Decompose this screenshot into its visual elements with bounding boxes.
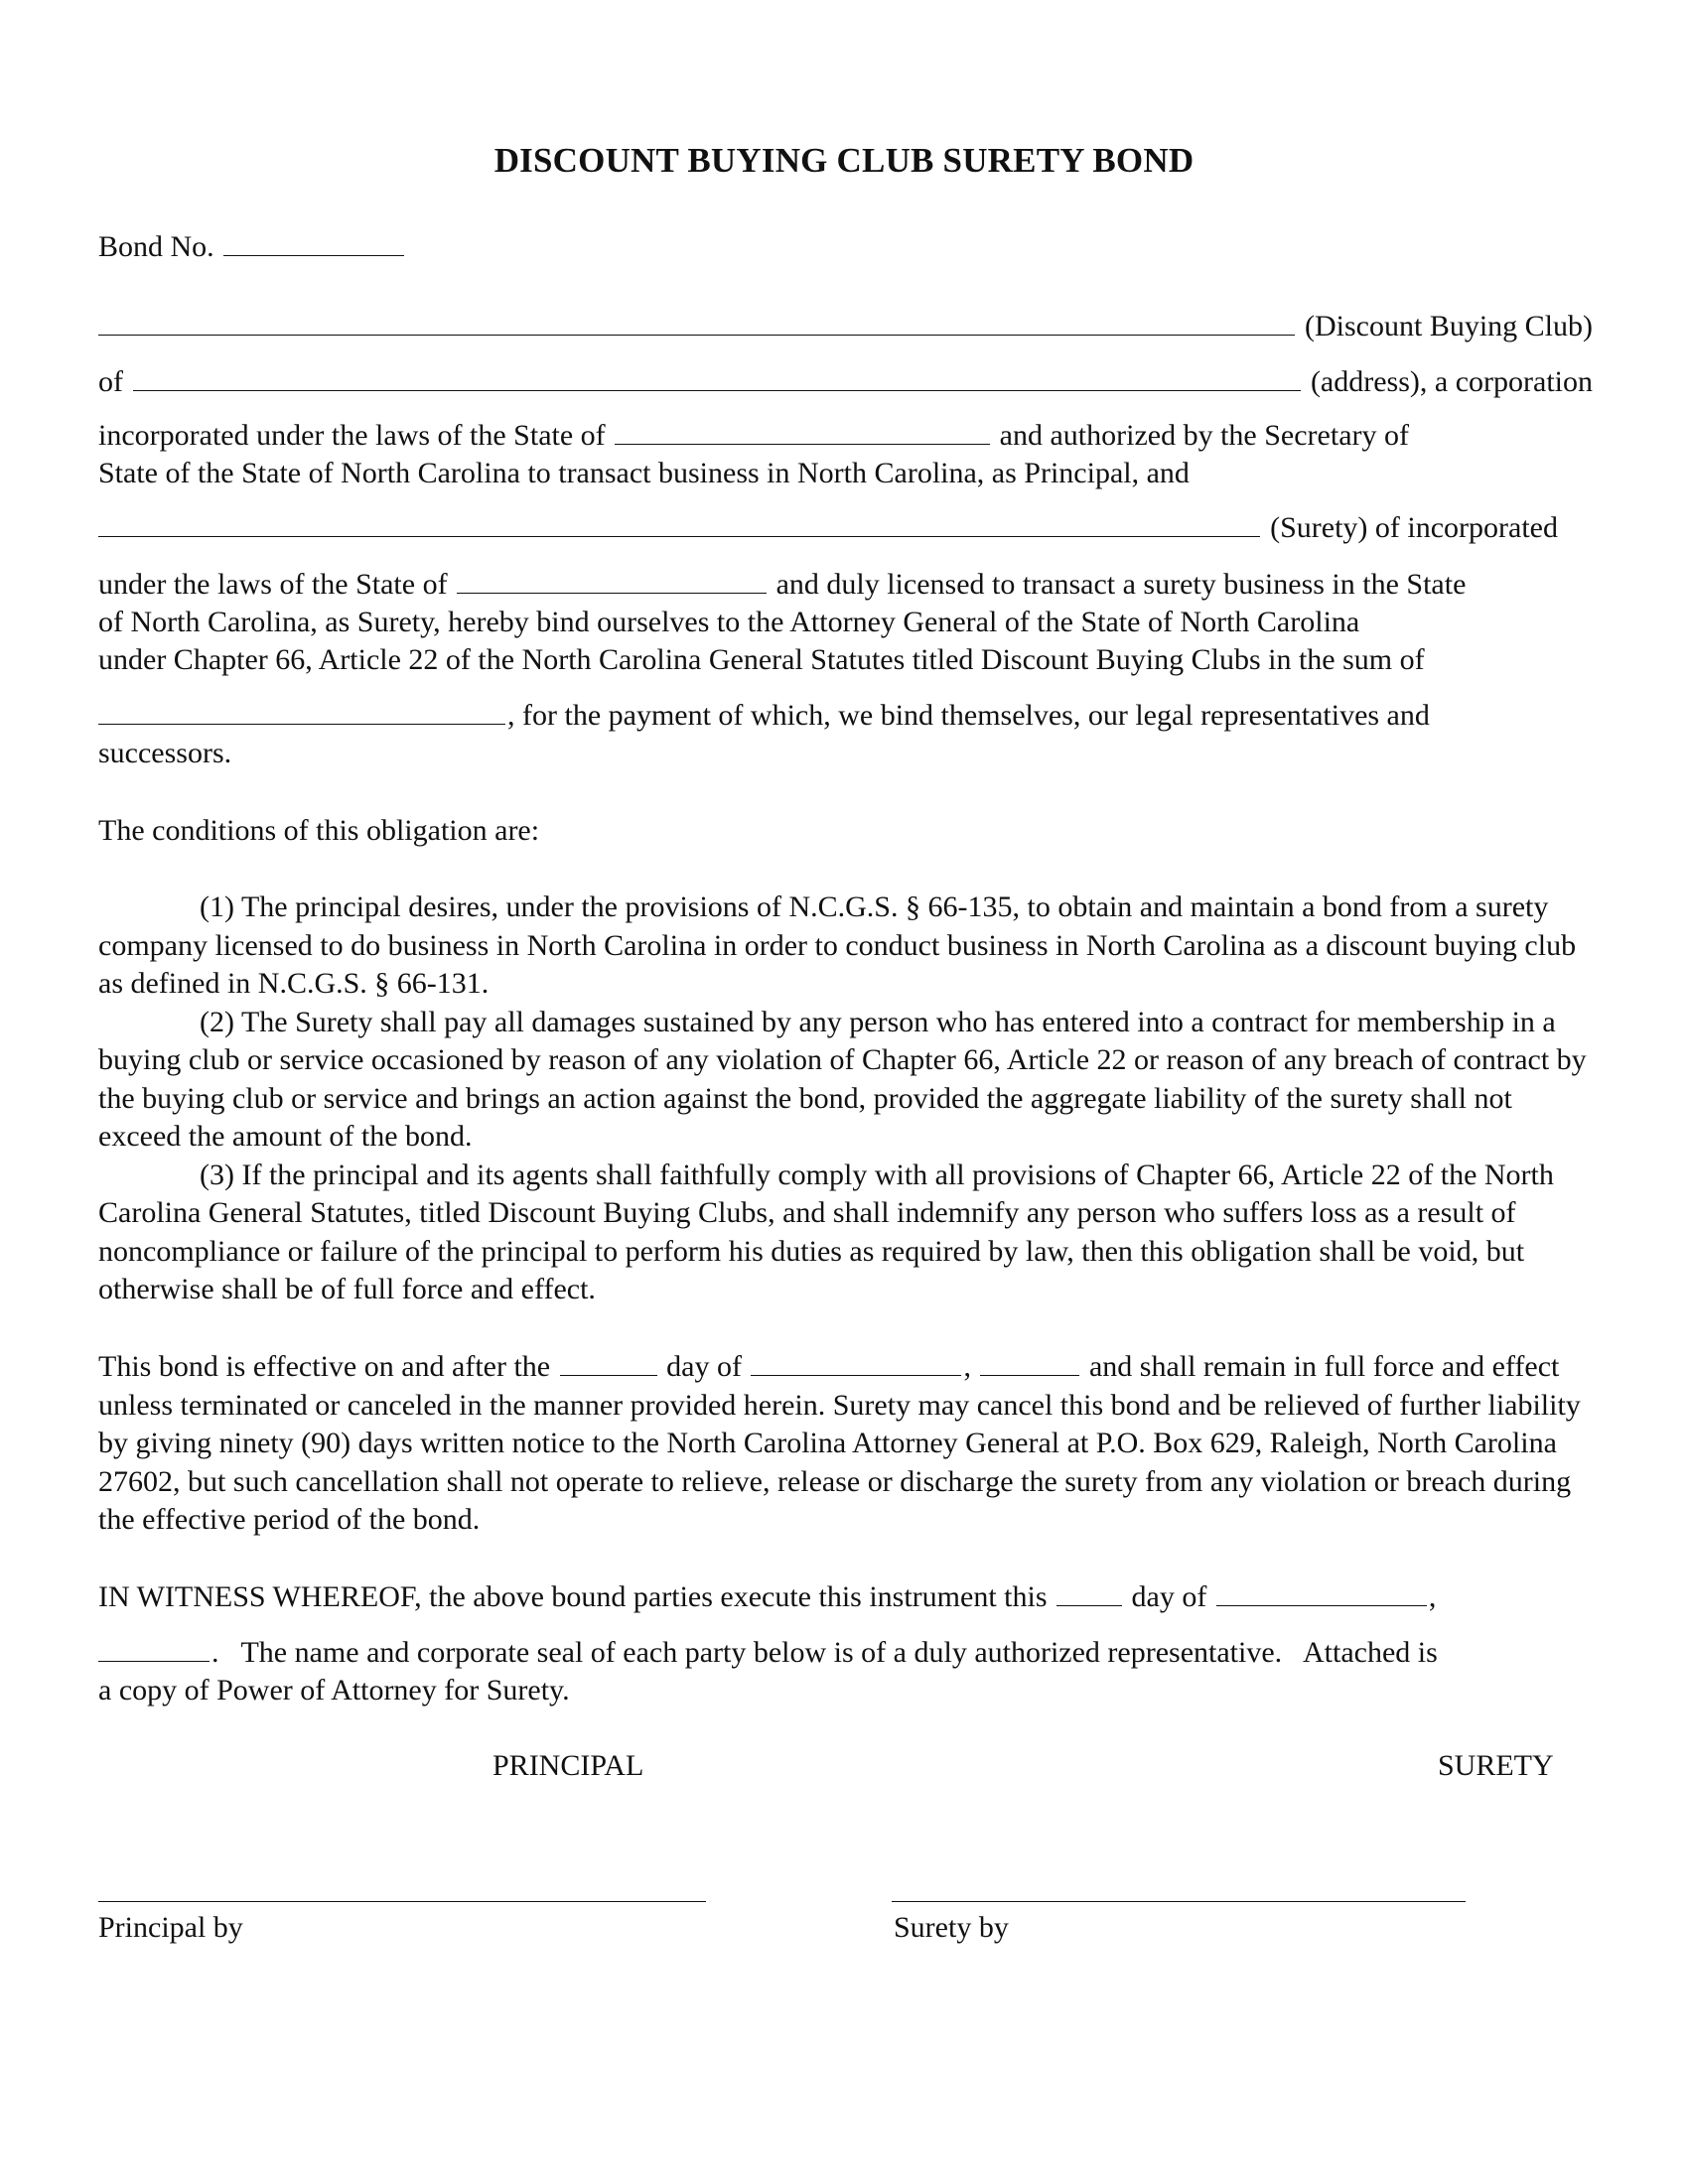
- successors-text: successors.: [98, 737, 232, 769]
- effective-paragraph: This bond is effective on and after the day of , and shall remain in full force and effect unless terminated or canceled in the manner provided herein. Surety may cancel this bond and be relieved of further liability by giving ninety (90) days written notice to the North Carolina Attorney General at P.O. Box 629, Raleigh, North Carolina 27602, but such cancellation shall not operate to relieve, release or discharge the surety from any violation or breach during the effective period of the bond.: [98, 1350, 1581, 1536]
- witness-line-3: a copy of Power of Attorney for Surety.: [98, 1674, 570, 1706]
- principal-signature-line[interactable]: [98, 1901, 706, 1902]
- effective-year-field[interactable]: [980, 1348, 1079, 1376]
- under-laws-text-a: under the laws of the State of: [98, 568, 448, 601]
- witness-text-line2: . The name and corporate seal of each party below is of a duly authorized representative. Attached is: [211, 1636, 1438, 1669]
- conditions-block: [98, 888, 1598, 1309]
- bond-number-field[interactable]: [223, 228, 404, 256]
- witness-text-b: day of: [1131, 1580, 1207, 1613]
- incorporated-text-b: and authorized by the Secretary of: [999, 419, 1409, 452]
- effective-text-rest: and effect unless terminated or canceled in the manner provided herein. Surety may cancel this bond and be relieved of further liability by giving ninety (90) days written notice to the North Carolina Attorney General at P.O. Box 629, Raleigh, North Carolina 27602, but such cancellation shall not operate to relieve, release or discharge the surety from any violation or breach during the effective period of the bond.: [98, 1350, 1581, 1536]
- witness-year-row: [98, 1634, 1438, 1672]
- condition-1: (1) The principal desires, under the provisions of N.C.G.S. § 66-135, to obtain and maintain a bond from a surety company licensed to do business in North Carolina in order to conduct business in North Carolina as a discount buying club as defined in N.C.G.S. § 66-131.: [98, 890, 1577, 1000]
- state-authorization-line: State of the State of North Carolina to transact business in North Carolina, as Principal, and: [98, 457, 1190, 489]
- under-laws-text-b: and duly licensed to transact a surety business in the State: [775, 568, 1467, 601]
- surety-signature-line[interactable]: [892, 1901, 1466, 1902]
- bond-amount-field[interactable]: [98, 697, 505, 725]
- bond-sum-row: [98, 697, 1430, 735]
- surety-heading: SURETY: [1438, 1749, 1554, 1782]
- principal-state-field[interactable]: [615, 417, 990, 445]
- condition-3: (3) If the principal and its agents shall faithfully comply with all provisions of Chapter 66, Article 22 of the North Carolina General Statutes, titled Discount Buying Clubs, and shall indemnify any person who suffers loss as a result of noncompliance or failure of the principal to perform his duties as required by law, then this obligation shall be void, but otherwise shall be of full force and effect.: [98, 1158, 1554, 1305]
- club-name-row: [98, 308, 1593, 345]
- address-suffix: (address), a corporation: [1310, 365, 1593, 398]
- club-name-field[interactable]: [98, 308, 1295, 336]
- incorporated-row: [98, 417, 1409, 455]
- club-name-suffix: (Discount Buying Club): [1305, 310, 1593, 342]
- surety-name-field[interactable]: [98, 509, 1260, 537]
- witness-year-field[interactable]: [98, 1634, 210, 1662]
- document-title: DISCOUNT BUYING CLUB SURETY BOND: [493, 141, 1195, 180]
- bond-number-label: Bond No.: [98, 230, 214, 263]
- incorporated-text-a: incorporated under the laws of the State of: [98, 419, 606, 452]
- of-prefix: of: [98, 365, 123, 398]
- witness-text-a: IN WITNESS WHEREOF, the above bound parties execute this instrument this: [98, 1580, 1048, 1613]
- principal-by-label: Principal by: [98, 1911, 243, 1944]
- condition-2: (2) The Surety shall pay all damages sustained by any person who has entered into a contract for membership in a buying club or service occasioned by reason of any violation of Chapter 66, Article 22 or reason of any breach of contract by the buying club or service and brings an action against the bond, provided the aggregate liability of the surety shall not exceed the amount of the bond.: [98, 1005, 1587, 1153]
- address-row: [98, 363, 1593, 401]
- surety-state-row: [98, 566, 1466, 604]
- witness-day-field[interactable]: [1056, 1578, 1122, 1606]
- bind-line-1: of North Carolina, as Surety, hereby bind ourselves to the Attorney General of the State of North Carolina: [98, 606, 1360, 638]
- witness-month-field[interactable]: [1216, 1578, 1427, 1606]
- principal-heading: PRINCIPAL: [492, 1749, 644, 1782]
- bond-number-row: [98, 228, 406, 266]
- effective-text-a: This bond is effective on and after the: [98, 1350, 551, 1383]
- surety-by-label: Surety by: [894, 1911, 1009, 1944]
- bind-line-2: under Chapter 66, Article 22 of the North Carolina General Statutes titled Discount Buying Clubs in the sum of: [98, 643, 1425, 676]
- conditions-intro: The conditions of this obligation are:: [98, 814, 540, 847]
- payment-text: , for the payment of which, we bind themselves, our legal representatives and: [507, 699, 1430, 732]
- surety-suffix: (Surety) of incorporated: [1270, 511, 1558, 544]
- witness-row: IN WITNESS WHEREOF, the above bound parties execute this instrument this day of ,: [98, 1580, 1437, 1613]
- surety-state-field[interactable]: [457, 566, 767, 594]
- effective-text-c: and shall remain in full force: [1088, 1350, 1435, 1383]
- effective-text-b: day of: [666, 1350, 742, 1383]
- effective-month-field[interactable]: [751, 1348, 961, 1376]
- effective-day-field[interactable]: [560, 1348, 657, 1376]
- surety-name-row: [98, 509, 1558, 547]
- address-field[interactable]: [133, 363, 1301, 391]
